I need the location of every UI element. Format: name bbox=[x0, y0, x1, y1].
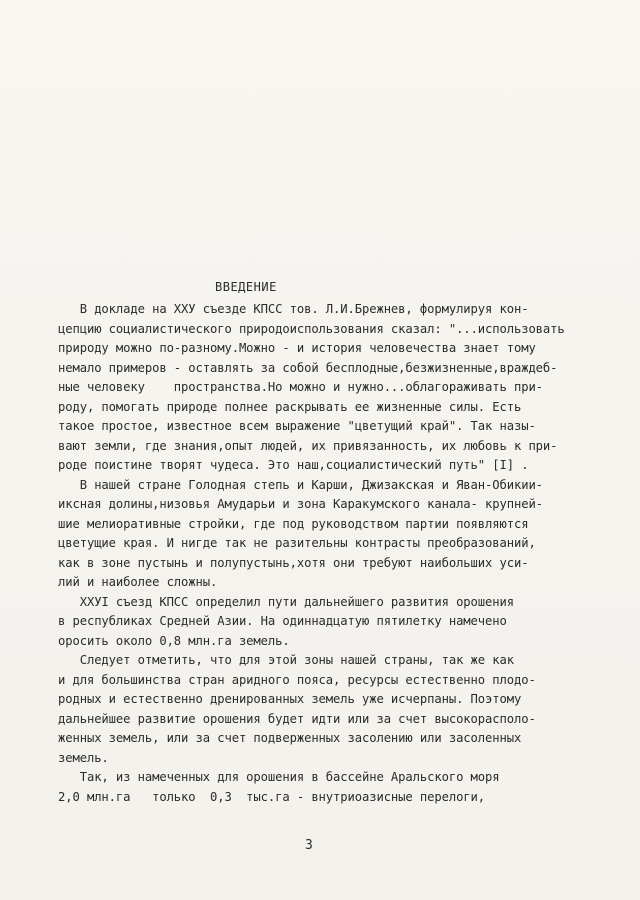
text-line: родных и естественно дренированных земель уже исчерпаны. Поэтому bbox=[58, 692, 522, 706]
text-line: 2,0 млн.га только 0,3 тыс.га - внутриоазисные перелоги, bbox=[58, 789, 486, 804]
document-body bbox=[58, 300, 618, 807]
text-line: такое простое, известное всем выражение "цветущий край". Так назы- bbox=[58, 419, 536, 433]
text-line: иксная долины,низовья Амударьи и зона Каракумского канала- крупней- bbox=[58, 497, 543, 511]
text-line: дальнейшее развитие орошения будет идти или за счет высокорасполо- bbox=[58, 711, 536, 726]
text-line: как в зоне пустынь и полупустынь,хотя они требуют наибольших уси- bbox=[58, 555, 529, 570]
text-line: вают земли, где знания,опыт людей, их привязанность, их любовь к при- bbox=[58, 438, 558, 453]
text-line: и для большинства стран аридного пояса, ресурсы естественно плодо- bbox=[58, 672, 536, 687]
text-line: в республиках Средней Азии. На одиннадцатую пятилетку намечено bbox=[58, 614, 507, 628]
text-line: Следует отметить, что для этой зоны нашей страны, так же как bbox=[58, 653, 514, 667]
text-line: XXУI съезд КПСС определил пути дальнейшего развития орошения bbox=[58, 594, 514, 609]
paragraph bbox=[58, 768, 618, 807]
text-line: ные человеку пространства.Но можно и нужно...облагораживать при- bbox=[58, 380, 543, 394]
text-line: В докладе на XXУ съезде КПСС тов. Л.И.Брежнев, формулируя кон- bbox=[58, 302, 529, 316]
text-line: шие мелиоративные стройки, где под руководством партии появляются bbox=[58, 516, 529, 531]
text-line: Так, из намеченных для орошения в бассейне Аральского моря bbox=[58, 770, 500, 784]
text-line: роде поистине творят чудеса. Это наш,социалистический путь" [I] . bbox=[58, 458, 529, 472]
text-line: оросить около 0,8 млн.га земель. bbox=[58, 633, 290, 648]
section-title: ВВЕДЕНИЕ bbox=[215, 280, 277, 294]
text-line: роду, помогать природе полнее раскрывать ее жизненные силы. Есть bbox=[58, 399, 522, 414]
text-line: цветущие края. И нигде так не разительны контрасты преобразований, bbox=[58, 536, 536, 550]
page-number: 3 bbox=[305, 838, 313, 853]
text-line: женных земель, или за счет подверженных засолению или засоленных bbox=[58, 731, 522, 745]
text-line: лий и наиболее сложны. bbox=[58, 575, 218, 589]
text-line: немало примеров - оставлять за собой бесплодные,безжизненные,враждеб- bbox=[58, 360, 558, 375]
paragraph bbox=[58, 476, 618, 593]
paragraph bbox=[58, 651, 618, 768]
text-line: природу можно по-разному.Можно - и история человечества знает тому bbox=[58, 341, 536, 355]
paragraph bbox=[58, 300, 618, 476]
paragraph bbox=[58, 593, 618, 652]
text-line: цепцию социалистического природоиспользования сказал: "...использовать bbox=[58, 321, 565, 336]
text-line: В нашей стране Голодная степь и Карши, Джизакская и Яван-Обикии- bbox=[58, 477, 543, 492]
text-line: земель. bbox=[58, 750, 109, 765]
